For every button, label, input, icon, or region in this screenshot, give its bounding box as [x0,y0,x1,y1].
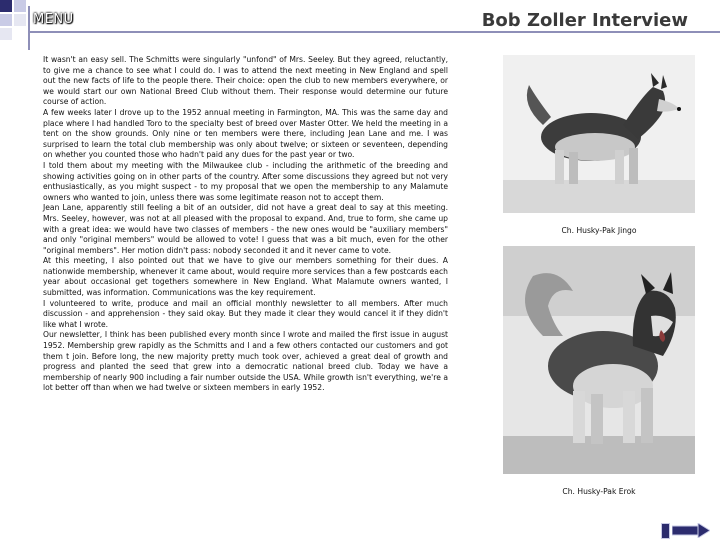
dog-silhouette-icon [503,246,695,474]
paragraph: It wasn't an easy sell. The Schmitts were singularly "unfond" of Mrs. Seeley. But they agreed, reluctantly, to give me a chance to see what I could do. I was to attend the next meeting in New England and spell out the new facts of life to the people there. Their choice: open the club to new members everywhere, or we would start our own National Breed Club without them. Their response would determine our future course of action. [43,55,448,107]
paragraph: At this meeting, I also pointed out that we have to give our members something for their dues. A nationwide membership, whenever it came about, would require more services than a few postcards each year about occasional get togethers somewhere in New England. What Malamute owners wanted, I submitted, was information. Communications was the key requirement. [43,256,448,298]
next-arrow-icon[interactable] [672,523,710,538]
interview-text [43,55,448,394]
photo-caption: Ch. Husky-Pak Erok [562,487,636,496]
dog-silhouette-icon [503,55,695,213]
photo-caption: Ch. Husky-Pak Jingo [561,226,637,235]
paragraph: Jean Lane, apparently still feeling a bit of an outsider, did not have a great deal to say at this meeting. Mrs. Seeley, however, was not at all pleased with the proposal to expand. And, true to form, she came up with a great idea: we would have two classes of members - the new ones would be "auxiliary members" and only "original members" would be allowed to vote! I guess that was a bit much, even for the other "original members". Her motion didn't pass: nobody seconded it and it never came to vote. [43,203,448,255]
dog-photo-erok [503,246,695,474]
prev-arrow-icon[interactable] [661,523,670,539]
header-rule [28,31,720,33]
header-vertical-rule [28,6,30,50]
page-title: Bob Zoller Interview [481,10,688,31]
paragraph: I volunteered to write, produce and mail an official monthly newsletter to all members. After much discussion - and apprehension - they said okay. But they made it clear they would cancel it if they didn't like what I wrote. [43,298,448,329]
paragraph: A few weeks later I drove up to the 1952 annual meeting in Farmington, MA. This was the same day and place where I had handled Toro to the specialty best of breed over Master Otter. We held the meeting in a tent on the show grounds. Only nine or ten members were there, including Jean Lane and me. I was surprised to learn the total club membership was only about twelve; or sixteen or seventeen, depending on whether you counted those who hadn't paid any dues for the past year or two. [43,107,448,160]
dog-photo-jingo [503,55,695,213]
menu-link[interactable]: MENU [33,12,74,27]
paragraph: Our newsletter, I think has been published every month since I wrote and mailed the first issue in august 1952. Membership grew rapidly as the Schmitts and I and a few others contacted our customers and got them t join. Before long, the new majority pretty much took over, achieved a great deal of growth and progress and planted the seed that grew into a democratic national breed club. Today we have a membership of nearly 900 including a fair number outside the USA. While growth isn't everything, we're a lot better off than when we had twelve or sixteen members in early 1952. [43,330,448,393]
paragraph: I told them about my meeting with the Milwaukee club - including the arithmetic of the breeding and showing activities going on in other parts of the country. After some discussions they agreed but not very enthusiastically, as you might suspect - to my proposal that we open the membership to any Malamute owners who wanted to join, unless there was some legitimate reason not to accept them. [43,160,448,202]
